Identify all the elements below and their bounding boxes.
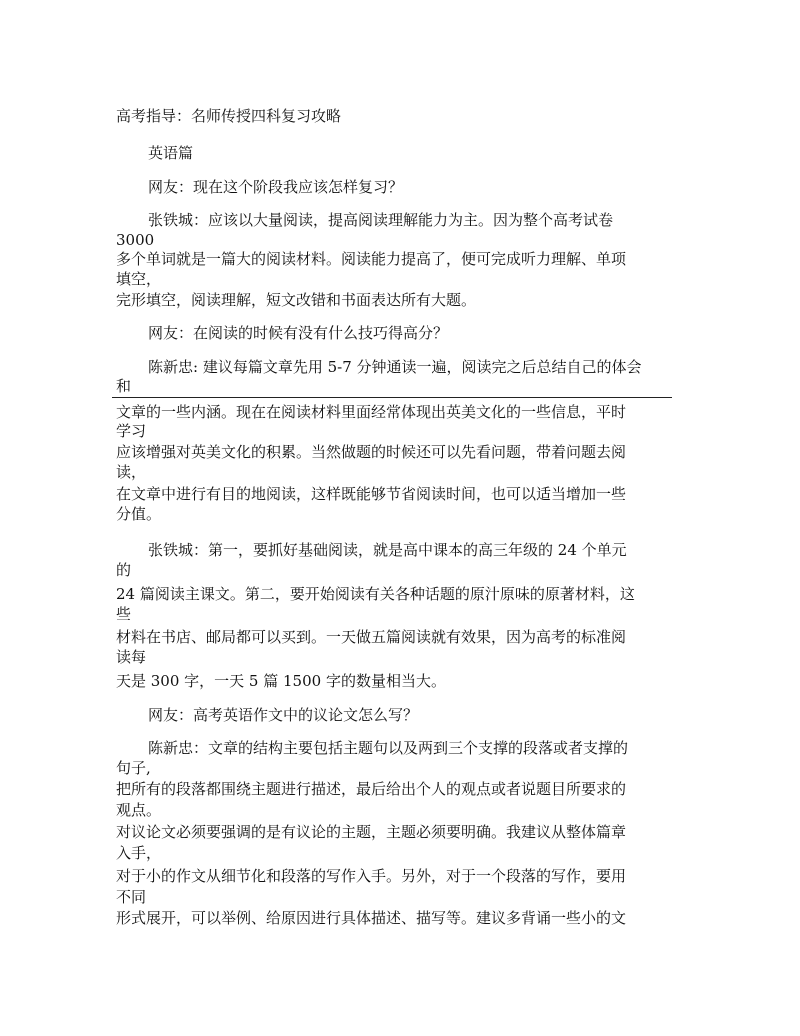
text-line: 完形填空，阅读理解，短文改错和书面表达所有大题。 [116,291,477,309]
text-line: 材料在书店、邮局都可以买到。一天做五篇阅读就有效果，因为高考的标准阅 [116,628,627,646]
text-line: 读每 [116,648,147,666]
text-line: 和 [116,377,132,395]
text-line: 3000 [116,231,155,249]
text-line: 应该增强对英美文化的积累。当然做题的时候还可以先看问题，带着问题去阅 [116,443,627,461]
text-line: 句子, [116,759,151,777]
text-line: 对于小的作文从细节化和段落的写作入手。另外，对于一个段落的写作，要用 [116,867,627,885]
horizontal-rule [112,397,672,398]
text-line: 把所有的段落都围绕主题进行描述，最后给出个人的观点或者说题目所要求的 [116,780,627,798]
text-line: 学习 [116,422,147,440]
text-line: 陈新忠: 建议每篇文章先用 5-7 分钟通读一遍，阅读完之后总结自己的体会 [148,358,642,376]
text-line: 多个单词就是一篇大的阅读材料。阅读能力提高了，便可完成听力理解、单项 [116,250,627,268]
text-line: 对议论文必须要强调的是有议论的主题，主题必须要明确。我建议从整体篇章 [116,823,627,841]
document-title: 高考指导：名师传授四科复习攻略 [116,107,342,125]
text-line: 文章的一些内涵。现在在阅读材料里面经常体现出英美文化的一些信息，平时 [116,403,627,421]
text-line: 24 篇阅读主课文。第二，要开始阅读有关各种话题的原汁原味的原著材料，这 [116,585,635,603]
text-line: 网友：高考英语作文中的议论文怎么写？ [148,706,419,724]
text-line: 读， [116,463,147,481]
text-line: 网友：现在这个阶段我应该怎样复习？ [148,178,404,196]
text-line: 不同 [116,888,147,906]
text-line: 入手， [116,844,162,862]
text-line: 的 [116,561,132,579]
section-heading: 英语篇 [148,144,194,162]
text-line: 观点。 [116,801,162,819]
text-line: 填空， [116,270,162,288]
text-line: 在文章中进行有目的地阅读，这样既能够节省阅读时间，也可以适当增加一些 [116,485,627,503]
text-line: 张铁城：第一，要抓好基础阅读，就是高中课本的高三年级的 24 个单元 [148,541,627,559]
text-line: 张铁城：应该以大量阅读，提高阅读理解能力为主。因为整个高考试卷 [148,211,614,229]
text-line: 些 [116,605,132,623]
text-line: 分值。 [116,505,162,523]
text-line: 天是 300 字，一天 5 篇 1500 字的数量相当大。 [116,672,446,690]
text-line: 网友：在阅读的时候有没有什么技巧得高分？ [148,324,449,342]
text-line: 形式展开，可以举例、给原因进行具体描述、描写等。建议多背诵一些小的文 [116,909,627,927]
text-line: 陈新忠：文章的结构主要包括主题句以及两到三个支撑的段落或者支撑的 [148,739,629,757]
